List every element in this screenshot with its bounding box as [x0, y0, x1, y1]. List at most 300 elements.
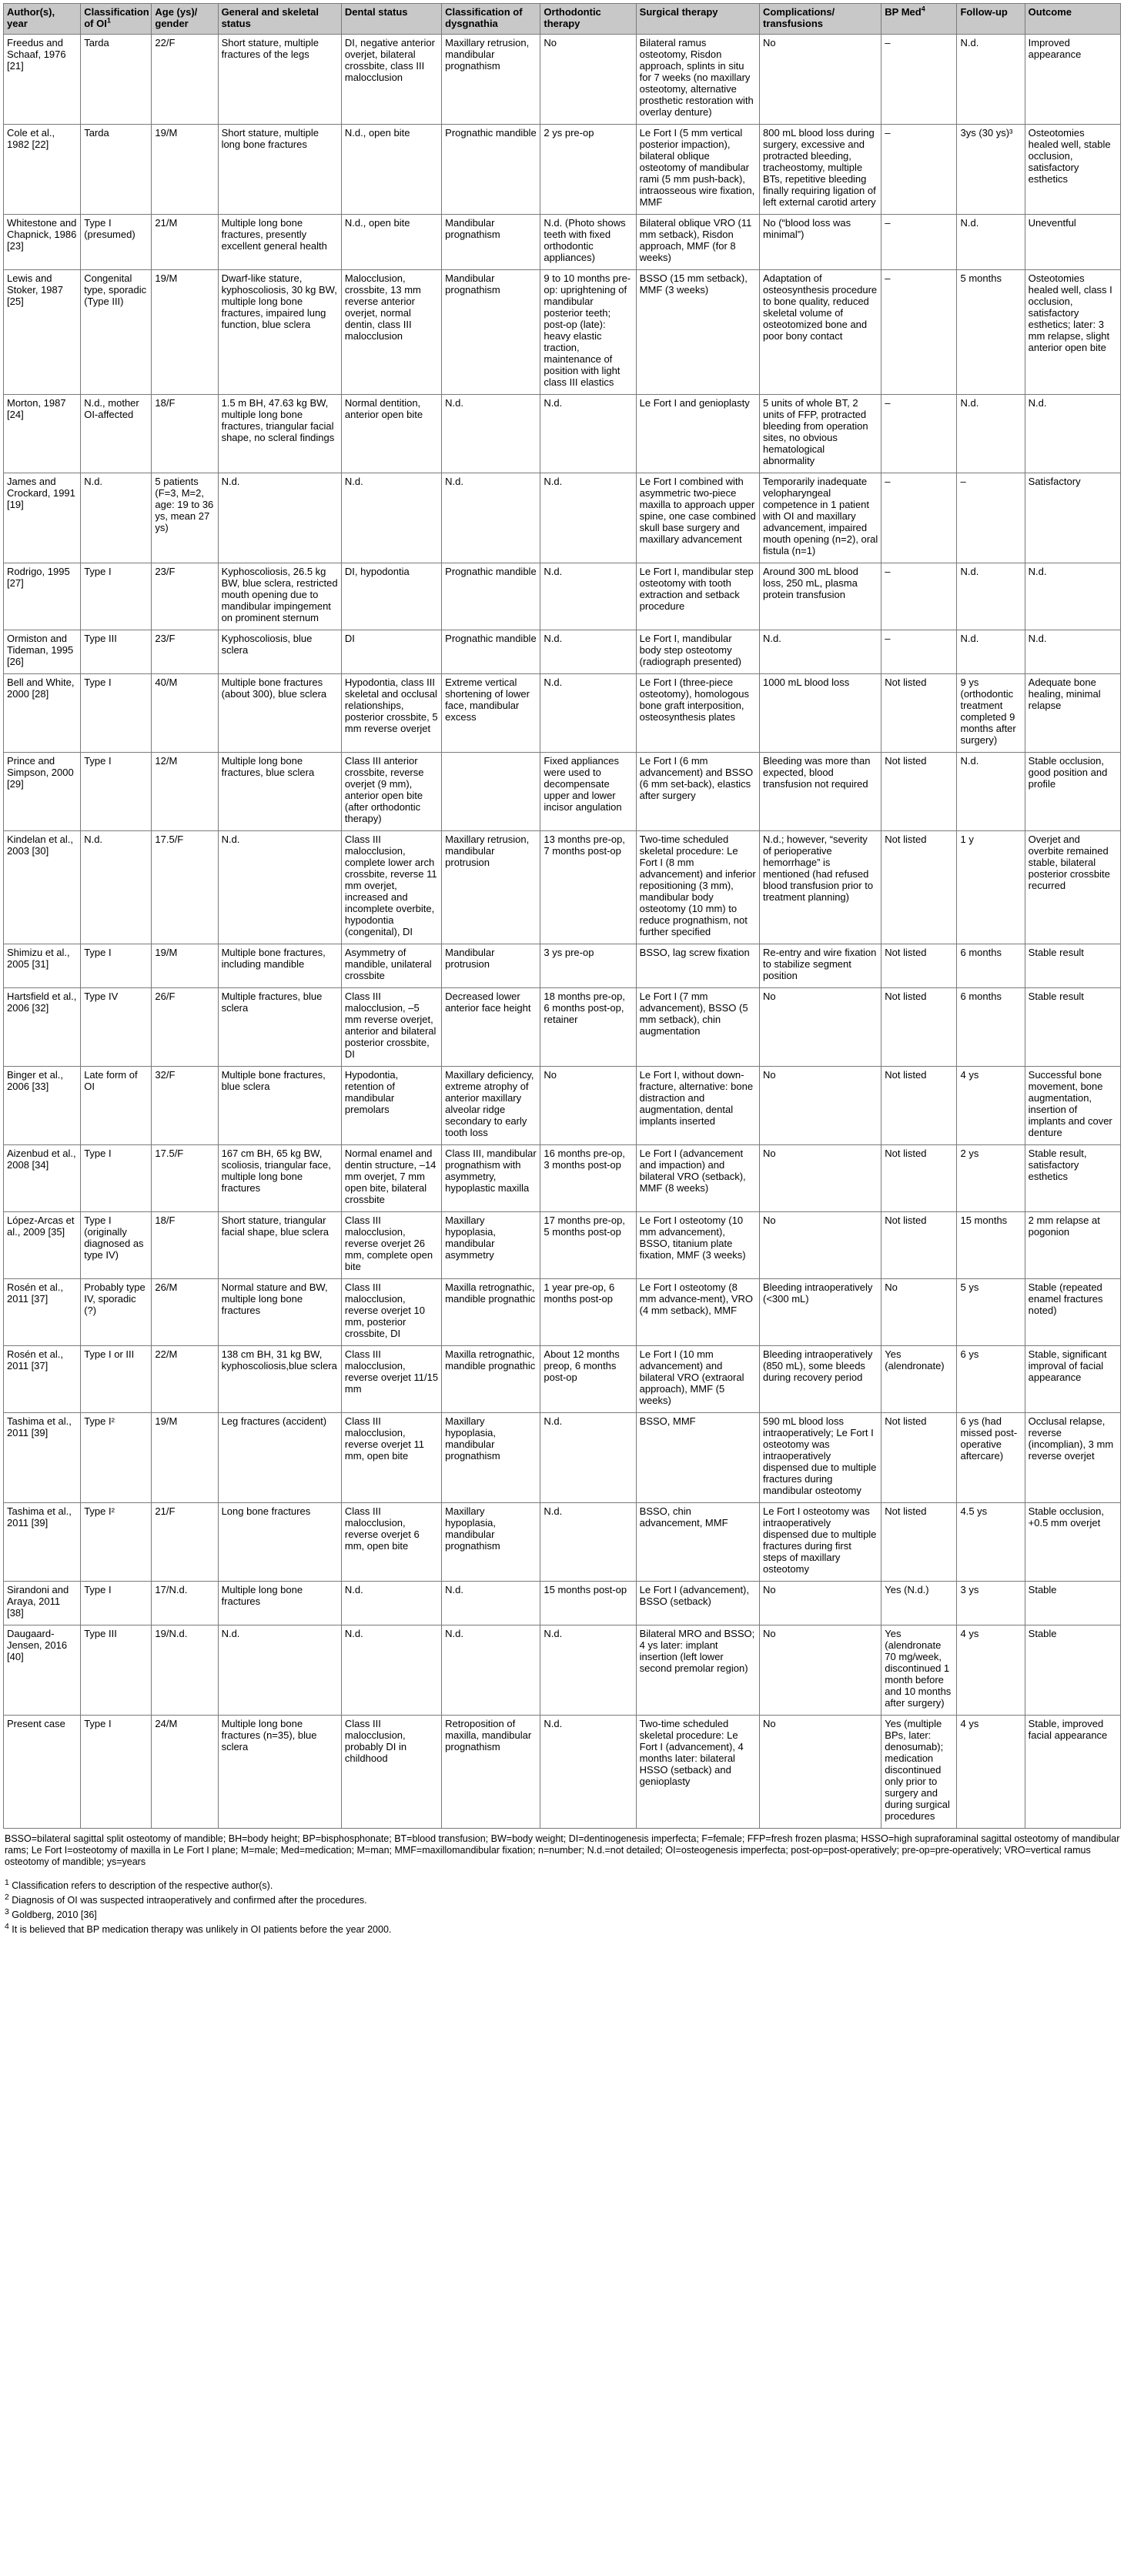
classification-cell: Type IV	[81, 988, 152, 1067]
bp-med-cell: Not listed	[881, 988, 957, 1067]
surgical-cell: Le Fort I (10 mm advancement) and bilateral VRO (extraoral approach), MMF (5 weeks)	[636, 1346, 759, 1413]
orthodontic-cell: N.d.	[540, 395, 636, 473]
surgical-cell: Le Fort I, without down-fracture, alternative: bone distraction and augmentation, dental implants inserted	[636, 1067, 759, 1145]
outcome-cell: Improved appearance	[1025, 35, 1120, 125]
column-header-bp-med	[881, 4, 957, 35]
general-status-cell: N.d.	[218, 831, 341, 944]
age-gender-cell: 26/F	[152, 988, 218, 1067]
orthodontic-cell: N.d.	[540, 630, 636, 674]
outcome-cell: Stable, significant improval of facial appearance	[1025, 1346, 1120, 1413]
table-row	[4, 1145, 1121, 1212]
outcome-cell: Osteotomies healed well, stable occlusion, satisfactory esthetics	[1025, 125, 1120, 215]
complications-cell: 590 mL blood loss intraoperatively; Le Fort I osteotomy was intraoperatively dispensed due to multiple fractures during mandibular osteotomy	[759, 1413, 881, 1503]
general-status-cell: Multiple fractures, blue sclera	[218, 988, 341, 1067]
outcome-cell: Successful bone movement, bone augmentation, insertion of implants and cover denture	[1025, 1067, 1120, 1145]
complications-cell: Around 300 mL blood loss, 250 mL, plasma protein transfusion	[759, 563, 881, 630]
table-row	[4, 35, 1121, 125]
column-header-surgical	[636, 4, 759, 35]
surgical-cell: Le Fort I osteotomy (10 mm advancement), BSSO, titanium plate fixation, MMF (3 weeks)	[636, 1212, 759, 1279]
outcome-cell: Osteotomies healed well, class I occlusion, satisfactory esthetics; later: 3 mm relapse, slight anterior open bite	[1025, 270, 1120, 395]
surgical-cell: Two-time scheduled skeletal procedure: Le Fort I (8 mm advancement) and inferior repositioning (3 mm), mandibular body osteotomy (10 mm) to reduce prognathism, not further specified	[636, 831, 759, 944]
column-header-label: Classification of dysgnathia	[445, 6, 523, 29]
column-header-author	[4, 4, 81, 35]
dental-status-cell: Normal enamel and dentin structure, –14 mm overjet, 7 mm open bite, bilateral crossbite	[341, 1145, 441, 1212]
dysgnathia-cell: Mandibular protrusion	[442, 944, 540, 988]
age-gender-cell: 18/F	[152, 395, 218, 473]
general-status-cell: Multiple bone fractures, including mandible	[218, 944, 341, 988]
complications-cell: Temporarily inadequate velopharyngeal competence in 1 patient with OI and maxillary advancement, impaired mouth opening (n=2), oral fistula (n=1)	[759, 473, 881, 563]
bp-med-cell: Not listed	[881, 1212, 957, 1279]
general-status-cell: Short stature, multiple long bone fractures	[218, 125, 341, 215]
general-status-cell: Normal stature and BW, multiple long bone fractures	[218, 1279, 341, 1346]
bp-med-cell: –	[881, 563, 957, 630]
general-status-cell: N.d.	[218, 473, 341, 563]
age-gender-cell: 40/M	[152, 674, 218, 753]
dental-status-cell: DI, hypodontia	[341, 563, 441, 630]
author-cell: Prince and Simpson, 2000 [29]	[4, 753, 81, 831]
follow-up-cell: N.d.	[957, 395, 1025, 473]
author-cell: Present case	[4, 1716, 81, 1829]
follow-up-cell: 6 months	[957, 988, 1025, 1067]
age-gender-cell: 12/M	[152, 753, 218, 831]
outcome-cell: Stable result	[1025, 944, 1120, 988]
complications-cell: No (“blood loss was minimal”)	[759, 215, 881, 270]
table-row	[4, 215, 1121, 270]
complications-cell: Adaptation of osteosynthesis procedure to bone quality, reduced skeletal volume of osteotomized bone and poor bony contact	[759, 270, 881, 395]
classification-cell: Congenital type, sporadic (Type III)	[81, 270, 152, 395]
orthodontic-cell: Fixed appliances were used to decompensate upper and lower incisor angulation	[540, 753, 636, 831]
outcome-cell: Stable result, satisfactory esthetics	[1025, 1145, 1120, 1212]
dysgnathia-cell: Prognathic mandible	[442, 125, 540, 215]
bp-med-cell: –	[881, 473, 957, 563]
surgical-cell: Le Fort I (three-piece osteotomy), homologous bone graft interposition, osteosynthesis plates	[636, 674, 759, 753]
follow-up-cell: 4.5 ys	[957, 1503, 1025, 1582]
footnote-text: Classification refers to description of the respective author(s).	[12, 1880, 273, 1892]
surgical-cell: Le Fort I combined with asymmetric two-piece maxilla to approach upper spine, one case combined skull base surgery and maxillary advancement	[636, 473, 759, 563]
complications-cell: Bleeding intraoperatively (<300 mL)	[759, 1279, 881, 1346]
general-status-cell: Multiple long bone fractures, blue sclera	[218, 753, 341, 831]
general-status-cell: Short stature, triangular facial shape, blue sclera	[218, 1212, 341, 1279]
general-status-cell: Long bone fractures	[218, 1503, 341, 1582]
column-header-label: Dental status	[344, 6, 408, 18]
author-cell: Shimizu et al., 2005 [31]	[4, 944, 81, 988]
classification-cell: Type I	[81, 1716, 152, 1829]
outcome-cell: Stable occlusion, +0.5 mm overjet	[1025, 1503, 1120, 1582]
surgical-cell: Two-time scheduled skeletal procedure: Le Fort I (advancement), 4 months later: bilateral HSSO (setback) and genioplasty	[636, 1716, 759, 1829]
orthodontic-cell: N.d.	[540, 1716, 636, 1829]
table-row	[4, 1716, 1121, 1829]
bp-med-cell: Yes (alendronate 70 mg/week, discontinued 1 month before and 10 months after surgery)	[881, 1625, 957, 1716]
bp-med-cell: –	[881, 395, 957, 473]
general-status-cell: Kyphoscoliosis, 26.5 kg BW, blue sclera, restricted mouth opening due to mandibular impingement on prominent sternum	[218, 563, 341, 630]
general-status-cell: N.d.	[218, 1625, 341, 1716]
table-row	[4, 630, 1121, 674]
classification-cell: Tarda	[81, 35, 152, 125]
column-header-dysgnathia	[442, 4, 540, 35]
bp-med-cell: Not listed	[881, 1413, 957, 1503]
dental-status-cell: N.d.	[341, 473, 441, 563]
dysgnathia-cell	[442, 753, 540, 831]
general-status-cell: Multiple long bone fractures, presently excellent general health	[218, 215, 341, 270]
age-gender-cell: 19/N.d.	[152, 1625, 218, 1716]
surgical-cell: Bilateral MRO and BSSO; 4 ys later: implant insertion (left lower second premolar region)	[636, 1625, 759, 1716]
bp-med-cell: Not listed	[881, 1503, 957, 1582]
dental-status-cell: Normal dentition, anterior open bite	[341, 395, 441, 473]
classification-cell: Type I²	[81, 1413, 152, 1503]
author-cell: Whitestone and Chapnick, 1986 [23]	[4, 215, 81, 270]
orthodontic-cell: N.d.	[540, 563, 636, 630]
follow-up-cell: 5 ys	[957, 1279, 1025, 1346]
outcome-cell: Stable (repeated enamel fractures noted)	[1025, 1279, 1120, 1346]
author-cell: Rosén et al., 2011 [37]	[4, 1279, 81, 1346]
column-header-label: BP Med	[885, 6, 922, 18]
bp-med-cell: Not listed	[881, 944, 957, 988]
surgical-cell: BSSO, chin advancement, MMF	[636, 1503, 759, 1582]
classification-cell: Type I or III	[81, 1346, 152, 1413]
complications-cell: 800 mL blood loss during surgery, excessive and protracted bleeding, tracheostomy, multiple BTs, repetitive bleeding finally requiring ligation of left external carotid artery	[759, 125, 881, 215]
classification-cell: Type III	[81, 630, 152, 674]
classification-cell: N.d.	[81, 473, 152, 563]
bp-med-cell: –	[881, 630, 957, 674]
general-status-cell: Kyphoscoliosis, blue sclera	[218, 630, 341, 674]
column-header-classification	[81, 4, 152, 35]
dental-status-cell: Class III malocclusion, complete lower arch crossbite, reverse 11 mm overjet, increased and incomplete overbite, hypodontia (congenital), DI	[341, 831, 441, 944]
follow-up-cell: 3ys (30 ys)³	[957, 125, 1025, 215]
outcome-cell: Stable result	[1025, 988, 1120, 1067]
age-gender-cell: 23/F	[152, 563, 218, 630]
table-row	[4, 270, 1121, 395]
surgical-cell: Le Fort I (5 mm vertical posterior impaction), bilateral oblique osteotomy of mandibular rami (5 mm push-back), intraosseous wire fixation, MMF	[636, 125, 759, 215]
bp-med-cell: Yes (multiple BPs, later: denosumab); medication discontinued only prior to surgery and during surgical procedures	[881, 1716, 957, 1829]
table-row	[4, 1346, 1121, 1413]
orthodontic-cell: 9 to 10 months pre-op: uprightening of mandibular posterior teeth; post-op (late): heavy elastic traction, maintenance of position with light class III elastics	[540, 270, 636, 395]
bp-med-cell: –	[881, 215, 957, 270]
age-gender-cell: 17.5/F	[152, 831, 218, 944]
author-cell: Ormiston and Tideman, 1995 [26]	[4, 630, 81, 674]
follow-up-cell: 3 ys	[957, 1582, 1025, 1625]
outcome-cell: Uneventful	[1025, 215, 1120, 270]
surgical-cell: Le Fort I, mandibular body step osteotomy (radiograph presented)	[636, 630, 759, 674]
author-cell: López-Arcas et al., 2009 [35]	[4, 1212, 81, 1279]
table-row	[4, 944, 1121, 988]
footnote-text: It is believed that BP medication therapy was unlikely in OI patients before the year 2000.	[12, 1924, 392, 1936]
column-header-dental-status	[341, 4, 441, 35]
bp-med-cell: –	[881, 270, 957, 395]
outcome-cell: 2 mm relapse at pogonion	[1025, 1212, 1120, 1279]
footnote-mark: 1	[106, 16, 111, 25]
surgical-cell: BSSO, MMF	[636, 1413, 759, 1503]
table-row	[4, 1212, 1121, 1279]
classification-cell: Type I	[81, 1582, 152, 1625]
surgical-cell: BSSO, lag screw fixation	[636, 944, 759, 988]
age-gender-cell: 22/F	[152, 35, 218, 125]
column-header-label: Orthodontic therapy	[544, 6, 601, 29]
outcome-cell: Stable occlusion, good position and profile	[1025, 753, 1120, 831]
footnote	[5, 1921, 1121, 1936]
outcome-cell: Occlusal relapse, reverse (incomplian), 3 mm reverse overjet	[1025, 1413, 1120, 1503]
classification-cell: Type I (presumed)	[81, 215, 152, 270]
dysgnathia-cell: N.d.	[442, 395, 540, 473]
age-gender-cell: 5 patients (F=3, M=2, age: 19 to 36 ys, mean 27 ys)	[152, 473, 218, 563]
classification-cell: Type I (originally diagnosed as type IV)	[81, 1212, 152, 1279]
dysgnathia-cell: Maxillary hypoplasia, mandibular asymmetry	[442, 1212, 540, 1279]
author-cell: Morton, 1987 [24]	[4, 395, 81, 473]
author-cell: Rodrigo, 1995 [27]	[4, 563, 81, 630]
classification-cell: Type I	[81, 674, 152, 753]
dental-status-cell: DI	[341, 630, 441, 674]
dental-status-cell: Hypodontia, retention of mandibular premolars	[341, 1067, 441, 1145]
author-cell: Cole et al., 1982 [22]	[4, 125, 81, 215]
dental-status-cell: Class III malocclusion, reverse overjet 11 mm, open bite	[341, 1413, 441, 1503]
orthodontic-cell: N.d.	[540, 1413, 636, 1503]
bp-med-cell: Not listed	[881, 831, 957, 944]
general-status-cell: Multiple long bone fractures	[218, 1582, 341, 1625]
surgical-cell: Bilateral ramus osteotomy, Risdon approach, splints in situ for 7 weeks (no maxillary osteotomy, alternative prosthetic restoration with overlay denture)	[636, 35, 759, 125]
dysgnathia-cell: Prognathic mandible	[442, 630, 540, 674]
follow-up-cell: N.d.	[957, 753, 1025, 831]
dysgnathia-cell: Prognathic mandible	[442, 563, 540, 630]
age-gender-cell: 18/F	[152, 1212, 218, 1279]
table-notes	[3, 1833, 1121, 1936]
column-header-complications	[759, 4, 881, 35]
orthodontic-cell: 15 months post-op	[540, 1582, 636, 1625]
table-row	[4, 1413, 1121, 1503]
outcome-cell: N.d.	[1025, 563, 1120, 630]
orthodontic-cell: No	[540, 35, 636, 125]
outcome-cell: N.d.	[1025, 630, 1120, 674]
follow-up-cell: 9 ys (orthodontic treatment completed 9 months after surgery)	[957, 674, 1025, 753]
column-header-general-status	[218, 4, 341, 35]
column-header-label: Age (ys)/ gender	[155, 6, 198, 29]
follow-up-cell: –	[957, 473, 1025, 563]
case-table	[3, 3, 1121, 1829]
complications-cell: No	[759, 988, 881, 1067]
column-header-label: General and skeletal status	[221, 6, 319, 29]
bp-med-cell: Not listed	[881, 1067, 957, 1145]
document	[3, 3, 1121, 1936]
dental-status-cell: Class III malocclusion, probably DI in childhood	[341, 1716, 441, 1829]
column-header-label: Outcome	[1028, 6, 1072, 18]
classification-cell: Probably type IV, sporadic (?)	[81, 1279, 152, 1346]
author-cell: Lewis and Stoker, 1987 [25]	[4, 270, 81, 395]
dental-status-cell: N.d.	[341, 1625, 441, 1716]
surgical-cell: Le Fort I (advancement), BSSO (setback)	[636, 1582, 759, 1625]
author-cell: Rosén et al., 2011 [37]	[4, 1346, 81, 1413]
complications-cell: 1000 mL blood loss	[759, 674, 881, 753]
surgical-cell: Le Fort I, mandibular step osteotomy with tooth extraction and setback procedure	[636, 563, 759, 630]
age-gender-cell: 17/N.d.	[152, 1582, 218, 1625]
dysgnathia-cell: Maxillary retrusion, mandibular protrusion	[442, 831, 540, 944]
complications-cell: 5 units of whole BT, 2 units of FFP, protracted bleeding from operation sites, no obvious hematological abnormality	[759, 395, 881, 473]
classification-cell: Type I	[81, 753, 152, 831]
table-row	[4, 395, 1121, 473]
bp-med-cell: No	[881, 1279, 957, 1346]
dysgnathia-cell: N.d.	[442, 1625, 540, 1716]
table-row	[4, 1503, 1121, 1582]
outcome-cell: Stable, improved facial appearance	[1025, 1716, 1120, 1829]
follow-up-cell: 6 ys (had missed post-operative aftercare)	[957, 1413, 1025, 1503]
orthodontic-cell: N.d. (Photo shows teeth with fixed orthodontic appliances)	[540, 215, 636, 270]
bp-med-cell: Not listed	[881, 753, 957, 831]
age-gender-cell: 24/M	[152, 1716, 218, 1829]
footnote-mark: 1	[5, 1879, 9, 1887]
footnote	[5, 1906, 1121, 1921]
bp-med-cell: Not listed	[881, 1145, 957, 1212]
complications-cell: No	[759, 1716, 881, 1829]
follow-up-cell: N.d.	[957, 35, 1025, 125]
complications-cell: Re-entry and wire fixation to stabilize segment position	[759, 944, 881, 988]
table-row	[4, 563, 1121, 630]
dysgnathia-cell: Maxillary retrusion, mandibular prognathism	[442, 35, 540, 125]
dental-status-cell: Class III malocclusion, reverse overjet 26 mm, complete open bite	[341, 1212, 441, 1279]
classification-cell: Tarda	[81, 125, 152, 215]
dental-status-cell: Asymmetry of mandible, unilateral crossbite	[341, 944, 441, 988]
orthodontic-cell: 17 months pre-op, 5 months post-op	[540, 1212, 636, 1279]
table-row	[4, 1067, 1121, 1145]
dysgnathia-cell: Maxilla retrognathic, mandible prognathic	[442, 1346, 540, 1413]
classification-cell: N.d., mother OI-affected	[81, 395, 152, 473]
follow-up-cell: 15 months	[957, 1212, 1025, 1279]
complications-cell: No	[759, 35, 881, 125]
dysgnathia-cell: Maxillary deficiency, extreme atrophy of anterior maxillary alveolar ridge secondary to early tooth loss	[442, 1067, 540, 1145]
complications-cell: N.d.	[759, 630, 881, 674]
column-header-age-gender	[152, 4, 218, 35]
footnote-mark: 3	[5, 1908, 9, 1917]
table-row	[4, 674, 1121, 753]
column-header-label: Classification of OI	[84, 6, 149, 29]
bp-med-cell: Not listed	[881, 674, 957, 753]
column-header-label: Surgical therapy	[639, 6, 718, 18]
age-gender-cell: 19/M	[152, 125, 218, 215]
age-gender-cell: 21/F	[152, 1503, 218, 1582]
classification-cell: Type I²	[81, 1503, 152, 1582]
dental-status-cell: N.d., open bite	[341, 125, 441, 215]
surgical-cell: Le Fort I (7 mm advancement), BSSO (5 mm setback), chin augmentation	[636, 988, 759, 1067]
footnote-mark: 4	[921, 5, 925, 13]
author-cell: Tashima et al., 2011 [39]	[4, 1503, 81, 1582]
table-row	[4, 1279, 1121, 1346]
surgical-cell: BSSO (15 mm setback), MMF (3 weeks)	[636, 270, 759, 395]
footnote	[5, 1892, 1121, 1906]
surgical-cell: Le Fort I (6 mm advancement) and BSSO (6 mm set-back), elastics after surgery	[636, 753, 759, 831]
footnote	[5, 1877, 1121, 1892]
age-gender-cell: 23/F	[152, 630, 218, 674]
follow-up-cell: N.d.	[957, 563, 1025, 630]
general-status-cell: 138 cm BH, 31 kg BW, kyphoscoliosis,blue sclera	[218, 1346, 341, 1413]
dysgnathia-cell: Extreme vertical shortening of lower face, mandibular excess	[442, 674, 540, 753]
orthodontic-cell: 13 months pre-op, 7 months post-op	[540, 831, 636, 944]
dysgnathia-cell: N.d.	[442, 1582, 540, 1625]
classification-cell: Type III	[81, 1625, 152, 1716]
table-row	[4, 473, 1121, 563]
dental-status-cell: Malocclusion, crossbite, 13 mm reverse anterior overjet, normal dentin, class III malocclusion	[341, 270, 441, 395]
age-gender-cell: 19/M	[152, 944, 218, 988]
author-cell: Binger et al., 2006 [33]	[4, 1067, 81, 1145]
surgical-cell: Le Fort I osteotomy (8 mm advance-ment), VRO (4 mm setback), MMF	[636, 1279, 759, 1346]
classification-cell: Type I	[81, 563, 152, 630]
general-status-cell: 167 cm BH, 65 kg BW, scoliosis, triangular face, multiple long bone fractures	[218, 1145, 341, 1212]
age-gender-cell: 26/M	[152, 1279, 218, 1346]
complications-cell: N.d.; however, “severity of perioperative hemorrhage” is mentioned (had refused blood transfusion prior to treatment planning)	[759, 831, 881, 944]
follow-up-cell: N.d.	[957, 630, 1025, 674]
complications-cell: No	[759, 1145, 881, 1212]
table-row	[4, 1582, 1121, 1625]
age-gender-cell: 32/F	[152, 1067, 218, 1145]
footnote-mark: 4	[5, 1923, 9, 1932]
author-cell: Hartsfield et al., 2006 [32]	[4, 988, 81, 1067]
author-cell: Kindelan et al., 2003 [30]	[4, 831, 81, 944]
table-row	[4, 831, 1121, 944]
author-cell: Aizenbud et al., 2008 [34]	[4, 1145, 81, 1212]
bp-med-cell: Yes (alendronate)	[881, 1346, 957, 1413]
abbreviations-note: BSSO=bilateral sagittal split osteotomy of mandible; BH=body height; BP=bisphosphonate; BT=blood transfusion; BW=body weight; DI=dentinogenesis imperfecta; F=female; FFP=fresh frozen plasma; HSSO=high supraforaminal sagittal osteotomy of mandibular rams; Le Fort I=osteotomy of maxilla in Le Fort I plane; M=male; Med=medication; M=man; MMF=maxillomandibular fixation; n=number; N.d.=not detailed; OI=osteogenesis imperfecta; post-op=post-operatively; pre-op=pre-operatively; VRO=vertical ramus osteotomy of mandible; ys=years	[5, 1833, 1120, 1867]
author-cell: Daugaard-Jensen, 2016 [40]	[4, 1625, 81, 1716]
classification-cell: N.d.	[81, 831, 152, 944]
dysgnathia-cell: Maxilla retrognathic, mandible prognathic	[442, 1279, 540, 1346]
table-row	[4, 1625, 1121, 1716]
complications-cell: No	[759, 1625, 881, 1716]
dysgnathia-cell: Maxillary hypoplasia, mandibular prognathism	[442, 1503, 540, 1582]
complications-cell: Le Fort I osteotomy was intraoperatively dispensed due to multiple fractures during first steps of maxillary osteotomy	[759, 1503, 881, 1582]
age-gender-cell: 19/M	[152, 270, 218, 395]
general-status-cell: Multiple long bone fractures (n=35), blue sclera	[218, 1716, 341, 1829]
follow-up-cell: 4 ys	[957, 1067, 1025, 1145]
dysgnathia-cell: Retroposition of maxilla, mandibular prognathism	[442, 1716, 540, 1829]
age-gender-cell: 17.5/F	[152, 1145, 218, 1212]
surgical-cell: Le Fort I and genioplasty	[636, 395, 759, 473]
dental-status-cell: Hypodontia, class III skeletal and occlusal relationships, posterior crossbite, 5 mm reverse overjet	[341, 674, 441, 753]
general-status-cell: Leg fractures (accident)	[218, 1413, 341, 1503]
classification-cell: Late form of OI	[81, 1067, 152, 1145]
follow-up-cell: 1 y	[957, 831, 1025, 944]
dental-status-cell: Class III malocclusion, reverse overjet 6 mm, open bite	[341, 1503, 441, 1582]
surgical-cell: Bilateral oblique VRO (11 mm setback), Risdon approach, MMF (for 8 weeks)	[636, 215, 759, 270]
general-status-cell: Multiple bone fractures (about 300), blue sclera	[218, 674, 341, 753]
author-cell: Bell and White, 2000 [28]	[4, 674, 81, 753]
dysgnathia-cell: Mandibular prognathism	[442, 215, 540, 270]
table-row	[4, 753, 1121, 831]
general-status-cell: 1.5 m BH, 47.63 kg BW, multiple long bone fractures, triangular facial shape, no scleral findings	[218, 395, 341, 473]
outcome-cell: Stable	[1025, 1625, 1120, 1716]
column-header-outcome	[1025, 4, 1120, 35]
age-gender-cell: 21/M	[152, 215, 218, 270]
complications-cell: No	[759, 1067, 881, 1145]
table-body	[4, 35, 1121, 1829]
classification-cell: Type I	[81, 944, 152, 988]
dysgnathia-cell: Decreased lower anterior face height	[442, 988, 540, 1067]
follow-up-cell: 6 months	[957, 944, 1025, 988]
surgical-cell: Le Fort I (advancement and impaction) and bilateral VRO (setback), MMF (8 weeks)	[636, 1145, 759, 1212]
dental-status-cell: DI, negative anterior overjet, bilateral crossbite, class III malocclusion	[341, 35, 441, 125]
dysgnathia-cell: N.d.	[442, 473, 540, 563]
complications-cell: Bleeding intraoperatively (850 mL), some bleeds during recovery period	[759, 1346, 881, 1413]
table-header-row	[4, 4, 1121, 35]
age-gender-cell: 22/M	[152, 1346, 218, 1413]
orthodontic-cell: 16 months pre-op, 3 months post-op	[540, 1145, 636, 1212]
general-status-cell: Dwarf-like stature, kyphoscoliosis, 30 kg BW, multiple long bone fractures, impaired lung function, blue sclera	[218, 270, 341, 395]
follow-up-cell: 4 ys	[957, 1625, 1025, 1716]
table-row	[4, 125, 1121, 215]
dental-status-cell: Class III malocclusion, –5 mm reverse overjet, anterior and bilateral posterior crossbite, DI	[341, 988, 441, 1067]
follow-up-cell: N.d.	[957, 215, 1025, 270]
footnote-text: Goldberg, 2010 [36]	[12, 1909, 97, 1921]
author-cell: James and Crockard, 1991 [19]	[4, 473, 81, 563]
outcome-cell: Satisfactory	[1025, 473, 1120, 563]
orthodontic-cell: About 12 months preop, 6 months post-op	[540, 1346, 636, 1413]
bp-med-cell: Yes (N.d.)	[881, 1582, 957, 1625]
orthodontic-cell: N.d.	[540, 473, 636, 563]
outcome-cell: Adequate bone healing, minimal relapse	[1025, 674, 1120, 753]
